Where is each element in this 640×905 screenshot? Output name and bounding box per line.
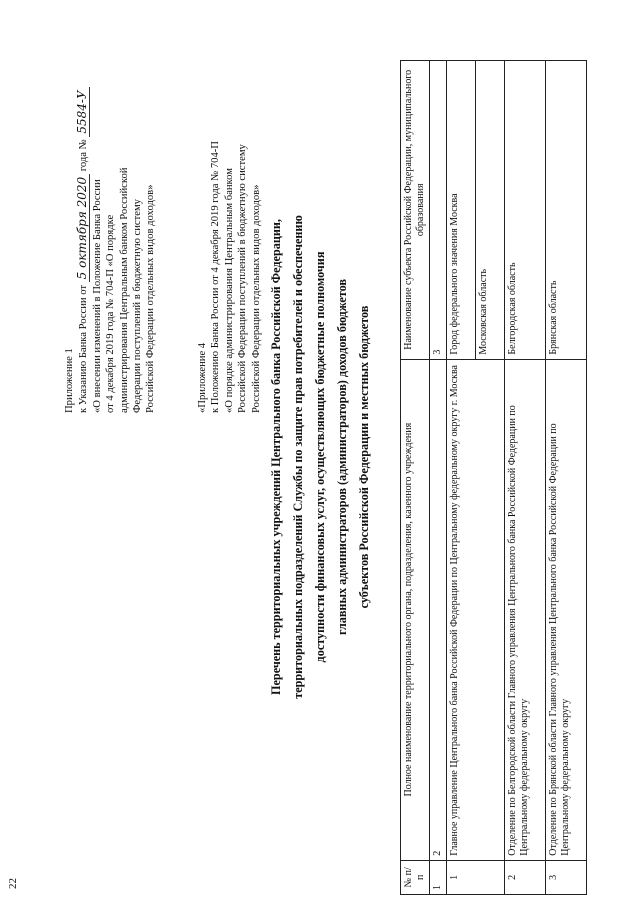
column-index: 3 — [430, 61, 447, 360]
appendix-line: Российской Федерации отдельных видов доходов» — [145, 184, 157, 413]
table-row — [546, 61, 587, 895]
appendix4-line: Российской Федерации поступлений в бюджетную систему — [237, 144, 249, 413]
appendix-title: Приложение 1 — [64, 348, 75, 413]
row-name: Отделение по Белгородской области Главного управления Центрального банка Российской Федерации по Центральному федеральному округу — [505, 359, 546, 860]
appendix-ref-prefix: к Указанию Банка России от — [78, 285, 90, 413]
row-num: 1 — [447, 860, 505, 894]
table-row — [505, 61, 546, 895]
appendix-line: «О внесении изменений в Положение Банка России — [91, 179, 103, 413]
appendix4-line: «О порядке администрирования Центральным банком — [223, 168, 235, 413]
appendix-ref-mid: года № — [78, 139, 90, 172]
appendix-reference-line — [76, 53, 90, 413]
title-line: Перечень территориальных учреждений Центрального банка Российской Федерации, — [269, 219, 283, 695]
table-header-row — [401, 61, 430, 895]
header-name: Полное наименование территориального органа, подразделения, казенного учреждения — [401, 359, 430, 860]
row-num: 3 — [546, 860, 587, 894]
row-subject: Город федерального значения Москва — [447, 61, 476, 360]
appendix4-header — [196, 53, 263, 413]
column-index: 1 — [430, 860, 447, 894]
entities-table — [400, 60, 587, 895]
title-line: главных администраторов (администраторов) доходов бюджетов — [335, 279, 349, 635]
appendix4-line: к Положению Банка России от 4 декабря 2019 года № 704-П — [210, 141, 222, 413]
row-subject: Белгородская область — [505, 61, 546, 360]
appendix-header — [63, 53, 158, 413]
row-subject: Московская область — [476, 61, 505, 360]
title-line: доступности финансовых услуг, осуществляющих бюджетные полномочия — [313, 251, 327, 663]
table-row — [447, 61, 476, 895]
column-index: 2 — [430, 359, 447, 860]
handwritten-number: 5584-У — [75, 87, 90, 136]
appendix-line: от 4 декабря 2019 года № 704-П «О порядке — [105, 214, 117, 413]
row-num: 2 — [505, 860, 546, 894]
document-title — [265, 127, 375, 787]
handwritten-date: 5 октября 2020 — [75, 174, 90, 282]
row-name: Отделение по Брянской области Главного управления Центрального банка Российской Федерации по Центральному федеральному округу — [546, 359, 587, 860]
header-subject: Наименование субъекта Российской Федерации, муниципального образования — [401, 61, 430, 360]
page-number: 22 — [7, 878, 19, 889]
column-index-row — [430, 61, 447, 895]
header-num: № п/п — [401, 860, 430, 894]
appendix-line: Федерации поступлений в бюджетную систему — [132, 199, 144, 413]
title-line: территориальных подразделений Службы по защите прав потребителей и обеспечению — [291, 215, 305, 699]
appendix4-title: «Приложение 4 — [197, 342, 208, 413]
title-line: субъектов Российской Федерации и местных бюджетов — [357, 305, 371, 609]
row-subject: Брянская область — [546, 61, 587, 360]
appendix-line: администрирования Центральным банком Российской — [118, 167, 130, 413]
row-name: Главное управление Центрального банка Российской Федерации по Центральному федеральному округу г. Москва — [447, 359, 505, 860]
appendix4-line: Российской Федерации отдельных видов доходов» — [250, 184, 262, 413]
